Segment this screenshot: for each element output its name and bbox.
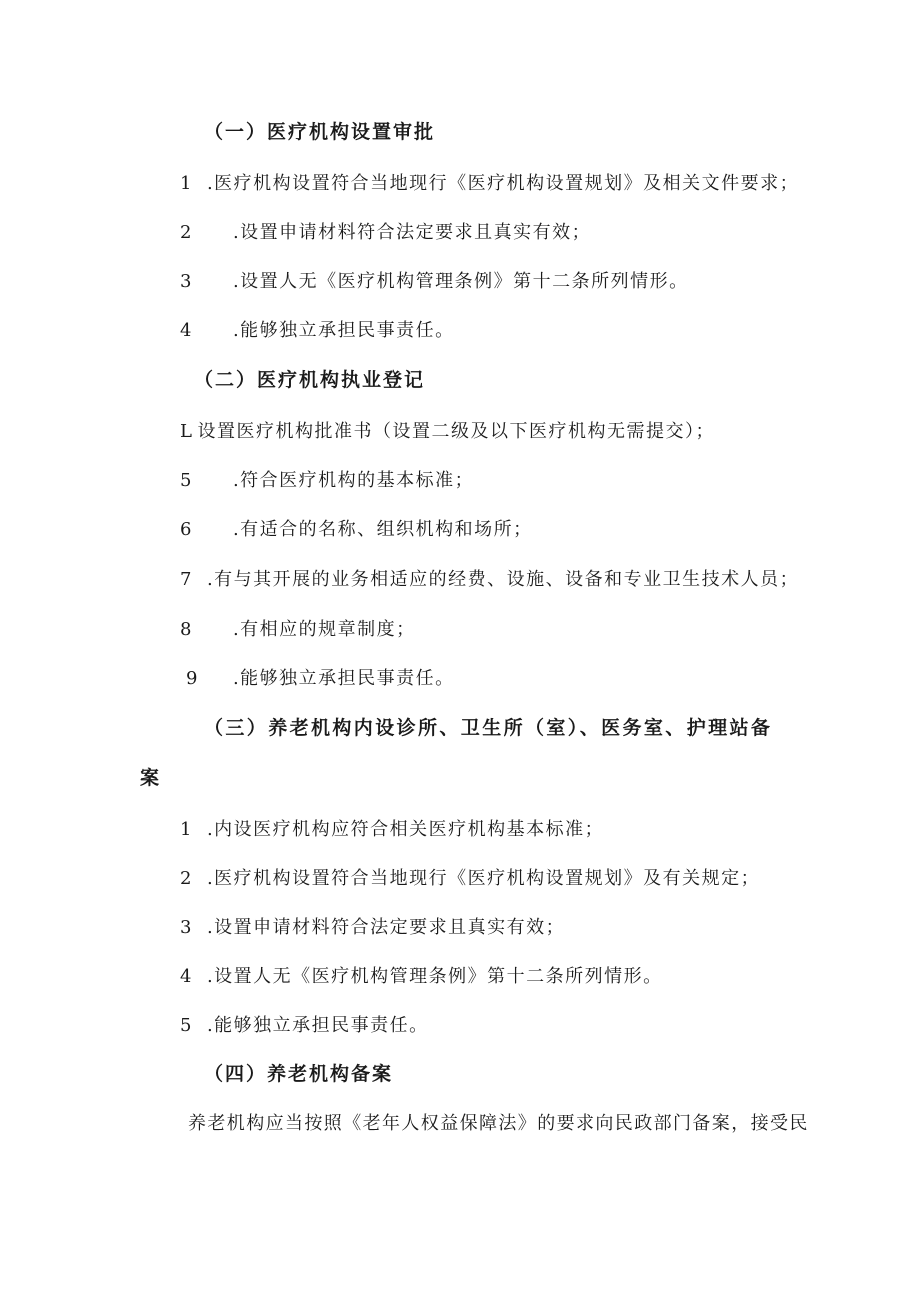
item-number: 6 (180, 519, 193, 540)
list-item (180, 319, 455, 343)
item-text: .能够独立承担民事责任。 (232, 668, 455, 689)
item-number: 4 (180, 966, 193, 987)
section-heading-1: （一）医疗机构设置审批 (204, 121, 436, 143)
item-text: .内设医疗机构应符合相关医疗机构基本标准； (206, 819, 605, 840)
item-text: 设置医疗机构批准书（设置二级及以下医疗机构无需提交）； (197, 421, 715, 442)
body-paragraph: 养老机构应当按照《老年人权益保障法》的要求向民政部门备案，接受民 (188, 1113, 809, 1134)
item-number: 8 (180, 619, 193, 640)
item-number: 1 (180, 173, 193, 194)
list-item (180, 965, 663, 989)
item-text: .设置人无《医疗机构管理条例》第十二条所列情形。 (232, 271, 689, 292)
item-number: 3 (180, 271, 193, 292)
item-number: 5 (180, 470, 193, 491)
item-text: .能够独立承担民事责任。 (206, 1015, 429, 1036)
item-number: 4 (180, 320, 193, 341)
list-item (180, 568, 799, 592)
list-item (180, 916, 565, 940)
list-item (180, 618, 416, 642)
list-item (180, 420, 715, 444)
section-heading-4: （四）养老机构备案 (204, 1063, 394, 1085)
section-heading-3: （三）养老机构内设诊所、卫生所（室）、医务室、护理站备 (204, 717, 773, 739)
list-item (180, 1014, 429, 1038)
item-number: 9 (186, 668, 199, 689)
list-item (180, 172, 799, 196)
list-item (180, 818, 604, 842)
item-text: .医疗机构设置符合当地现行《医疗机构设置规划》及有关规定； (206, 868, 761, 889)
item-number: 7 (180, 569, 193, 590)
item-number: 2 (180, 868, 193, 889)
item-text: .有与其开展的业务相适应的经费、设施、设备和专业卫生技术人员； (206, 569, 800, 590)
list-item (180, 518, 533, 542)
list-item (180, 221, 591, 245)
list-item (186, 667, 455, 691)
item-number: 1 (180, 819, 193, 840)
item-text: .设置申请材料符合法定要求且真实有效； (232, 222, 592, 243)
item-number: L (180, 421, 194, 442)
item-text: .医疗机构设置符合当地现行《医疗机构设置规划》及相关文件要求； (206, 173, 800, 194)
section-heading-3-continued: 案 (140, 767, 162, 789)
item-text: .设置人无《医疗机构管理条例》第十二条所列情形。 (206, 966, 663, 987)
list-item (180, 270, 689, 294)
item-number: 2 (180, 222, 193, 243)
item-text: .能够独立承担民事责任。 (232, 320, 455, 341)
list-item (180, 867, 760, 891)
item-text: .有适合的名称、组织机构和场所； (232, 519, 533, 540)
list-item (180, 469, 474, 493)
item-text: .符合医疗机构的基本标准； (232, 470, 475, 491)
item-text: .有相应的规章制度； (232, 619, 416, 640)
item-text: .设置申请材料符合法定要求且真实有效； (206, 917, 566, 938)
section-heading-2: （二）医疗机构执业登记 (194, 369, 426, 391)
item-number: 3 (180, 917, 193, 938)
item-number: 5 (180, 1015, 193, 1036)
